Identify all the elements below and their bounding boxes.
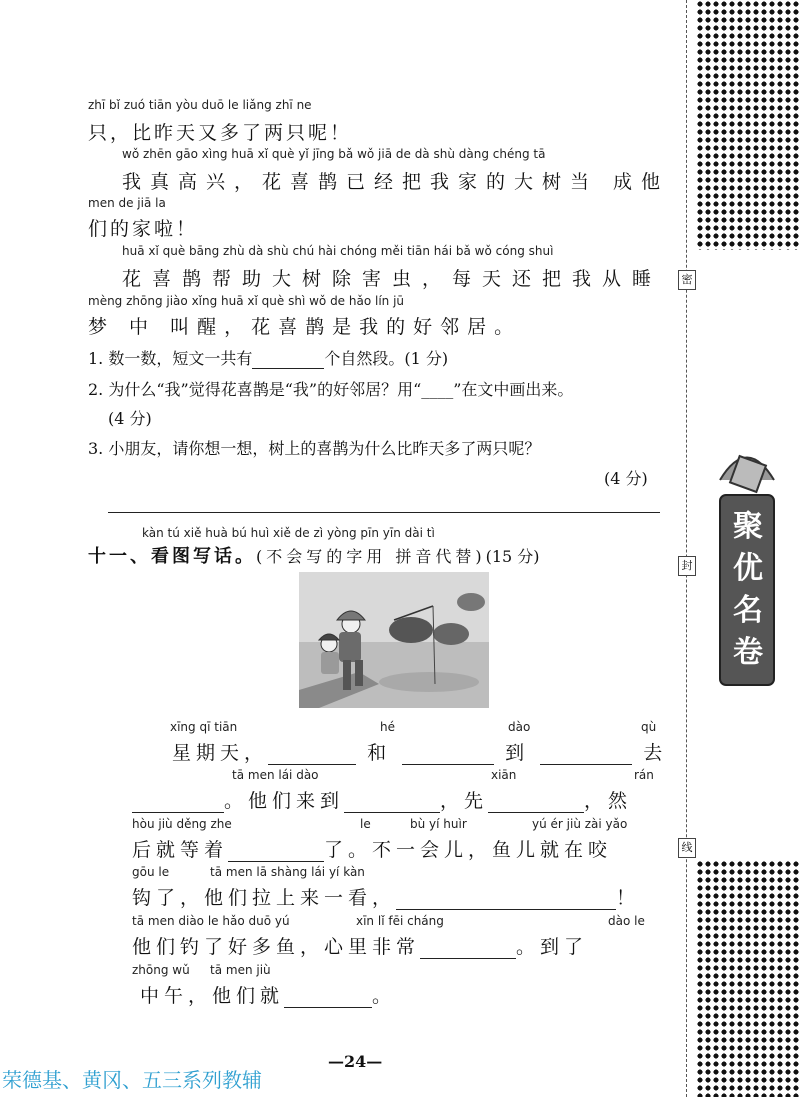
- section-11-title: 十一、看图写话。: [88, 546, 256, 567]
- writing-line-3: 后就等着 了。不一会儿，鱼儿就在咬: [132, 839, 613, 861]
- writing-l3-py-3: bù yí huìr: [410, 817, 467, 831]
- seal-mi: 密: [678, 270, 696, 290]
- writing-l4-py-2: tā men lā shàng lái yí kàn: [210, 865, 365, 879]
- writing-blank-9[interactable]: [420, 940, 516, 959]
- writing-l5-py-2: xīn lǐ fēi cháng: [356, 914, 444, 928]
- writing-l1-py-2: hé: [380, 720, 395, 734]
- writing-line-6: 中午，他们就 。: [140, 985, 397, 1007]
- pinyin-line-5: mèng zhōng jiào xǐng huā xǐ què shì wǒ de hǎo lín jū: [88, 294, 405, 308]
- section-11-pinyin: kàn tú xiě huà bú huì xiě de zì yòng pīn yīn dài tì: [142, 526, 435, 540]
- writing-l5-py-3: dào le: [608, 914, 645, 928]
- writing-l6-py-2: tā men jiù: [210, 963, 271, 977]
- section-11-heading: [88, 542, 540, 568]
- writing-line-4: 钩了，他们拉上来一看， ！: [132, 887, 641, 909]
- pinyin-line-1: zhī bǐ zuó tiān yòu duō le liǎng zhī ne: [88, 98, 312, 112]
- writing-l3-py-2: le: [360, 817, 371, 831]
- writing-l3-py-1: hòu jiù děng zhe: [132, 817, 232, 831]
- question-1: 1. 数一数，短文一共有 个自然段。(1 分): [88, 349, 449, 368]
- dot-pattern-top: [696, 0, 800, 250]
- question-3: 3. 小朋友，请你想一想，树上的喜鹊为什么比昨天多了两只呢？: [88, 439, 541, 458]
- writing-blank-10[interactable]: [284, 989, 372, 1008]
- writing-l2-py-2: xiān: [491, 768, 517, 782]
- writing-l1-py-3: dào: [508, 720, 531, 734]
- pinyin-line-2: wǒ zhēn gāo xìng huā xǐ què yǐ jīng bǎ wǒ jiā de dà shù dàng chéng tā: [122, 147, 546, 161]
- text-line-3: 们的家啦！: [88, 218, 199, 240]
- writing-blank-2[interactable]: [402, 746, 494, 765]
- dot-pattern-bottom: [696, 860, 800, 1097]
- writing-blank-6[interactable]: [488, 794, 584, 813]
- writing-line-5: 他们钓了好多鱼，心里非常 。到了: [132, 936, 589, 958]
- writing-l5-py-1: tā men diào le hǎo duō yú: [132, 914, 290, 928]
- question-2: 2. 为什么“我”觉得花喜鹊是“我”的好邻居？用“____”在文中画出来。: [88, 380, 574, 399]
- writing-blank-8[interactable]: [396, 891, 616, 910]
- writing-l2-py-1: tā men lái dào: [232, 768, 319, 782]
- writing-l6-py-1: zhōng wǔ: [132, 963, 190, 977]
- writing-l1-py-1: xīng qī tiān: [170, 720, 238, 734]
- question-3-score: (4 分): [604, 469, 648, 488]
- brand-text: 聚优名卷: [733, 509, 763, 670]
- writing-blank-7[interactable]: [228, 843, 324, 862]
- text-line-5: 梦 中 叫醒，花喜鹊是我的好邻居。: [88, 316, 522, 338]
- writing-blank-1[interactable]: [268, 746, 356, 765]
- page-number: —24—: [328, 1052, 383, 1071]
- pinyin-line-3: men de jiā la: [88, 196, 166, 210]
- answer-line-3[interactable]: [108, 512, 660, 513]
- fishing-illustration: [299, 572, 489, 708]
- writing-l4-py-1: gōu le: [132, 865, 170, 879]
- writing-blank-5[interactable]: [344, 794, 440, 813]
- section-11-note: (不会写的字用 拼音代替): [256, 547, 486, 566]
- pinyin-line-4: huā xǐ què bāng zhù dà shù chú hài chóng měi tiān hái bǎ wǒ cóng shuì: [122, 244, 554, 258]
- seal-feng: 封: [678, 556, 696, 576]
- publisher-footer: 荣德基、黄冈、五三系列教辅: [2, 1068, 262, 1092]
- question-2-score: (4 分): [108, 409, 152, 428]
- seal-xian: 线: [678, 838, 696, 858]
- writing-blank-3[interactable]: [540, 746, 632, 765]
- cut-line: [686, 0, 687, 1097]
- writing-l3-py-4: yú ér jiù zài yǎo: [532, 817, 628, 831]
- writing-line-2: 。他们来到 ，先 ，然: [132, 786, 632, 813]
- writing-line-1: 星期天， 和 到 去: [172, 742, 668, 764]
- writing-blank-4[interactable]: [132, 794, 224, 813]
- writing-l2-py-3: rán: [634, 768, 654, 782]
- brand-logo: [712, 440, 782, 690]
- answer-blank-1[interactable]: [252, 350, 324, 369]
- text-line-1: 只，比昨天又多了两只呢！: [88, 122, 353, 144]
- text-line-4: 花喜鹊帮助大树除害虫，每天还把我从睡: [122, 268, 663, 290]
- section-11-score: (15 分): [485, 547, 540, 566]
- text-line-2: 我真高兴，花喜鹊已经把我家的大树当 成他: [122, 171, 670, 193]
- writing-l1-py-4: qù: [641, 720, 657, 734]
